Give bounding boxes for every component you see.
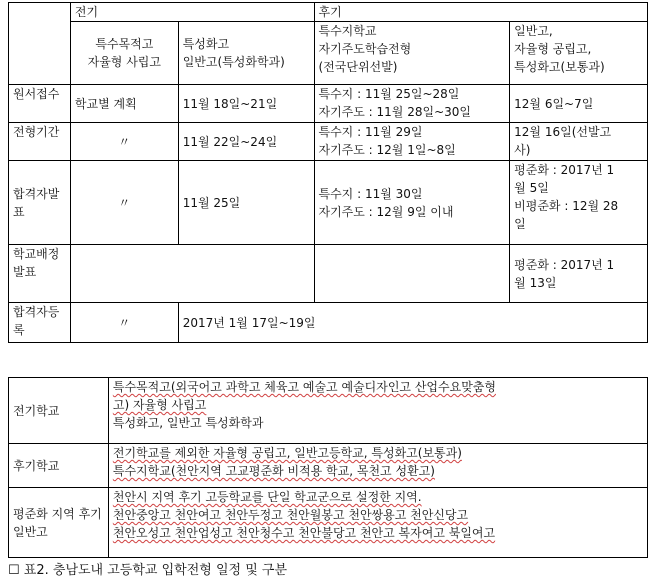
col-header-specialized: 특성화고 일반고(특성화학과) <box>178 22 314 85</box>
table-caption: ☐ 표2. 충남도내 고등학교 입학전형 일정 및 구분 <box>8 563 288 578</box>
schedule-table <box>8 2 648 343</box>
period-front-header: 전기 <box>70 3 314 22</box>
row-label: 전기학교 <box>9 378 109 444</box>
cell: 12월 6일~7일 <box>510 85 648 123</box>
col-header-special-purpose: 특수목적고 자율형 사립고 <box>70 22 178 85</box>
col-header-special-area: 특수지학교 자기주도학습전형 (전국단위선발) <box>314 22 510 85</box>
period-back-header: 후기 <box>314 3 648 22</box>
classification-table <box>8 377 648 558</box>
row-label: 합격자등록 <box>9 303 71 343</box>
cell: 〃 <box>70 303 178 343</box>
cell: 특수지 : 11월 29일 자기주도 : 12월 1일~8일 <box>314 123 510 161</box>
cell: 〃 <box>70 161 178 245</box>
row-label: 학교배정발표 <box>9 245 71 303</box>
cell <box>314 245 510 303</box>
corner-cell <box>9 3 71 85</box>
cell: 평준화 : 2017년 1 월 5일 비평준화 : 12월 28 일 <box>510 161 648 245</box>
row-label: 전형기간 <box>9 123 71 161</box>
cell: 천안시 지역 후기 고등학교를 단일 학교군으로 설정한 지역. 천안중앙고 천안여고 천안두정고 천안월봉고 천안쌍용고 천안신당고 천안오성고 천안업성고 천안청수고 천안불당고 천안고 복자여고 북일여고 <box>108 488 647 558</box>
cell: 특수지 : 11월 30일 자기주도 : 12월 9일 이내 <box>314 161 510 245</box>
cell: 11월 22일~24일 <box>178 123 314 161</box>
cell: 학교별 계획 <box>70 85 178 123</box>
cell: 전기학교를 제외한 자율형 공립고, 일반고등학교, 특성화고(보통과) 특수지학교(천안지역 고교평준화 비적용 학교, 목천고 성환고) <box>108 444 647 488</box>
cell: 특수목적고(외국어고 과학고 체육고 예술고 예술디자인고 산업수요맞춤형 고) 자율형 사립고 특성화고, 일반고 특성화학과 <box>108 378 647 444</box>
cell <box>70 245 314 303</box>
row-label: 합격자발표 <box>9 161 71 245</box>
cell: 2017년 1월 17일~19일 <box>178 303 647 343</box>
row-label: 평준화 지역 후기 일반고 <box>9 488 109 558</box>
cell: 11월 25일 <box>178 161 314 245</box>
row-label: 원서접수 <box>9 85 71 123</box>
cell: 〃 <box>70 123 178 161</box>
row-label: 후기학교 <box>9 444 109 488</box>
cell: 11월 18일~21일 <box>178 85 314 123</box>
cell: 평준화 : 2017년 1 월 13일 <box>510 245 648 303</box>
cell: 12월 16일(선발고 사) <box>510 123 648 161</box>
cell: 특수지 : 11월 25일~28일 자기주도 : 11월 28일~30일 <box>314 85 510 123</box>
col-header-general: 일반고, 자율형 공립고, 특성화고(보통과) <box>510 22 648 85</box>
